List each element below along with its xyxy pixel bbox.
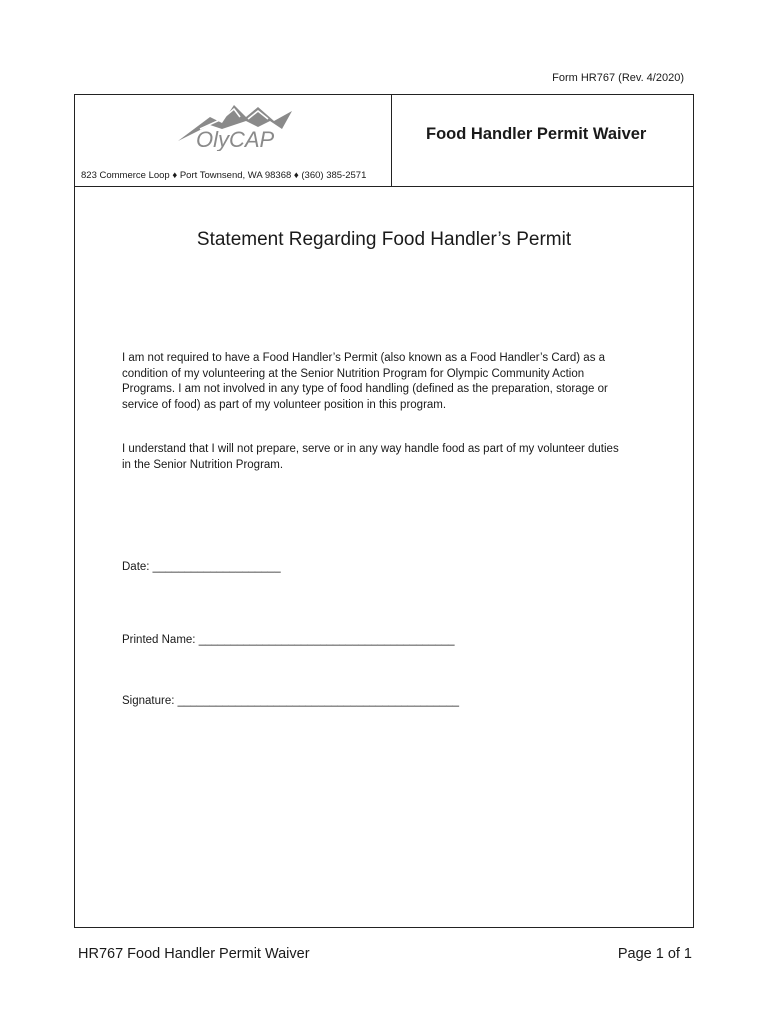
footer-page-number: Page 1 of 1	[617, 946, 692, 962]
header-left-cell	[75, 95, 392, 187]
waiver-title: Food Handler Permit Waiver	[426, 125, 647, 143]
logo-text: OlyCAP	[196, 127, 275, 151]
statement-paragraph-2: I understand that I will not prepare, serve or in any way handle food as part of my volunteer duties in the Senior Nutrition Program.	[122, 443, 619, 471]
statement-paragraph-1: I am not required to have a Food Handler’s Permit (also known as a Food Handler’s Card) as a condition of my volunteering at the Senior Nutrition Program for Olympic Community Action Programs. I am not involved in any type of food handling (defined as the preparation, storage or service of food) as part of my volunteer position in this program.	[122, 352, 608, 411]
document-frame	[74, 94, 694, 928]
signature-field[interactable]: Signature: ____________________________________________	[122, 695, 460, 707]
olycap-logo	[170, 99, 300, 151]
date-field[interactable]: Date: ____________________	[122, 561, 281, 573]
footer-form-title: HR767 Food Handler Permit Waiver	[78, 946, 310, 962]
form-number: Form HR767 (Rev. 4/2020)	[552, 72, 684, 84]
printed-name-field[interactable]: Printed Name: ________________________________________	[122, 634, 455, 646]
statement-title: Statement Regarding Food Handler’s Permit	[196, 229, 572, 250]
org-address: 823 Commerce Loop ♦ Port Townsend, WA 98368 ♦ (360) 385-2571	[81, 170, 367, 181]
header-right-cell	[392, 95, 693, 187]
